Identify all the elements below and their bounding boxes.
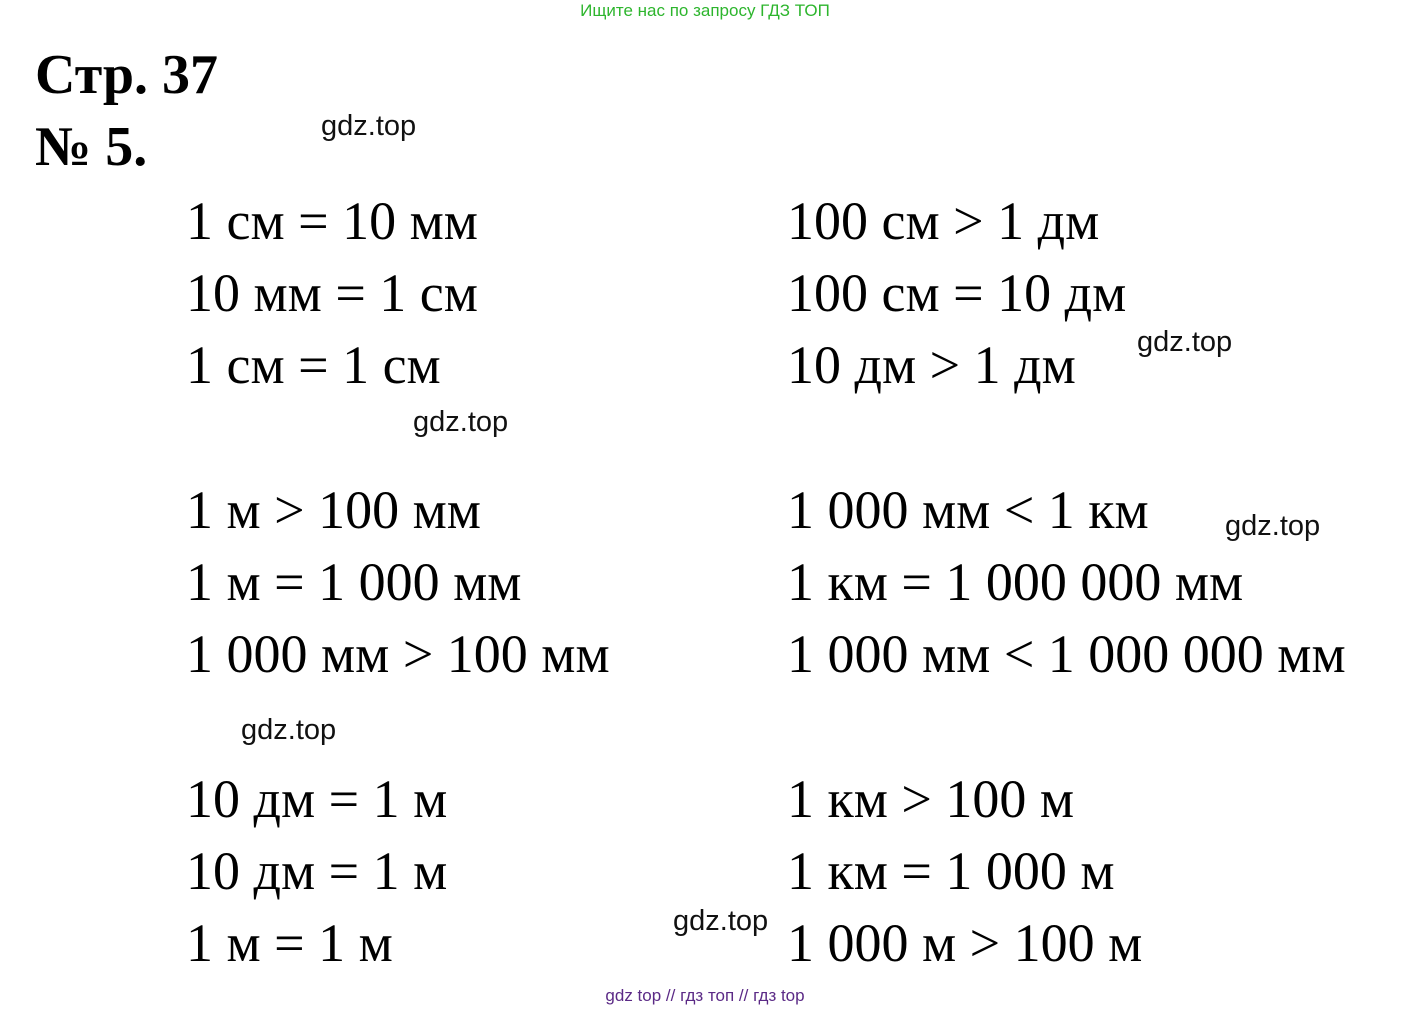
- equation-right-2: 100 см = 10 дм: [787, 263, 1127, 323]
- equation-left-6: 1 000 мм > 100 мм: [186, 624, 610, 684]
- equation-right-6: 1 000 мм < 1 000 000 мм: [787, 624, 1346, 684]
- top-banner: Ищите нас по запросу ГДЗ ТОП: [580, 1, 830, 20]
- equation-left-8: 10 дм = 1 м: [186, 841, 448, 901]
- task-number: № 5.: [35, 116, 148, 178]
- equation-left-4: 1 м > 100 мм: [186, 480, 481, 540]
- watermark: gdz.top: [241, 714, 337, 746]
- equation-left-7: 10 дм = 1 м: [186, 769, 448, 829]
- watermark: gdz.top: [1225, 510, 1321, 542]
- equation-right-4: 1 000 мм < 1 км: [787, 480, 1149, 540]
- equation-right-5: 1 км = 1 000 000 мм: [787, 552, 1244, 612]
- equation-right-7: 1 км > 100 м: [787, 769, 1075, 829]
- equation-right-3: 10 дм > 1 дм: [787, 335, 1076, 395]
- equation-left-9: 1 м = 1 м: [186, 913, 393, 973]
- equation-right-1: 100 см > 1 дм: [787, 191, 1100, 251]
- watermark: gdz.top: [673, 905, 769, 937]
- equation-right-9: 1 000 м > 100 м: [787, 913, 1143, 973]
- watermark: gdz.top: [321, 110, 417, 142]
- equation-left-2: 10 мм = 1 см: [186, 263, 478, 323]
- equation-left-3: 1 см = 1 см: [186, 335, 441, 395]
- page-title: Стр. 37: [35, 44, 219, 106]
- equation-left-5: 1 м = 1 000 мм: [186, 552, 522, 612]
- watermark: gdz.top: [1137, 326, 1233, 358]
- footer-links[interactable]: gdz top // гдз топ // гдз top: [605, 986, 805, 1005]
- equation-left-1: 1 см = 10 мм: [186, 191, 478, 251]
- equation-right-8: 1 км = 1 000 м: [787, 841, 1115, 901]
- watermark: gdz.top: [413, 406, 509, 438]
